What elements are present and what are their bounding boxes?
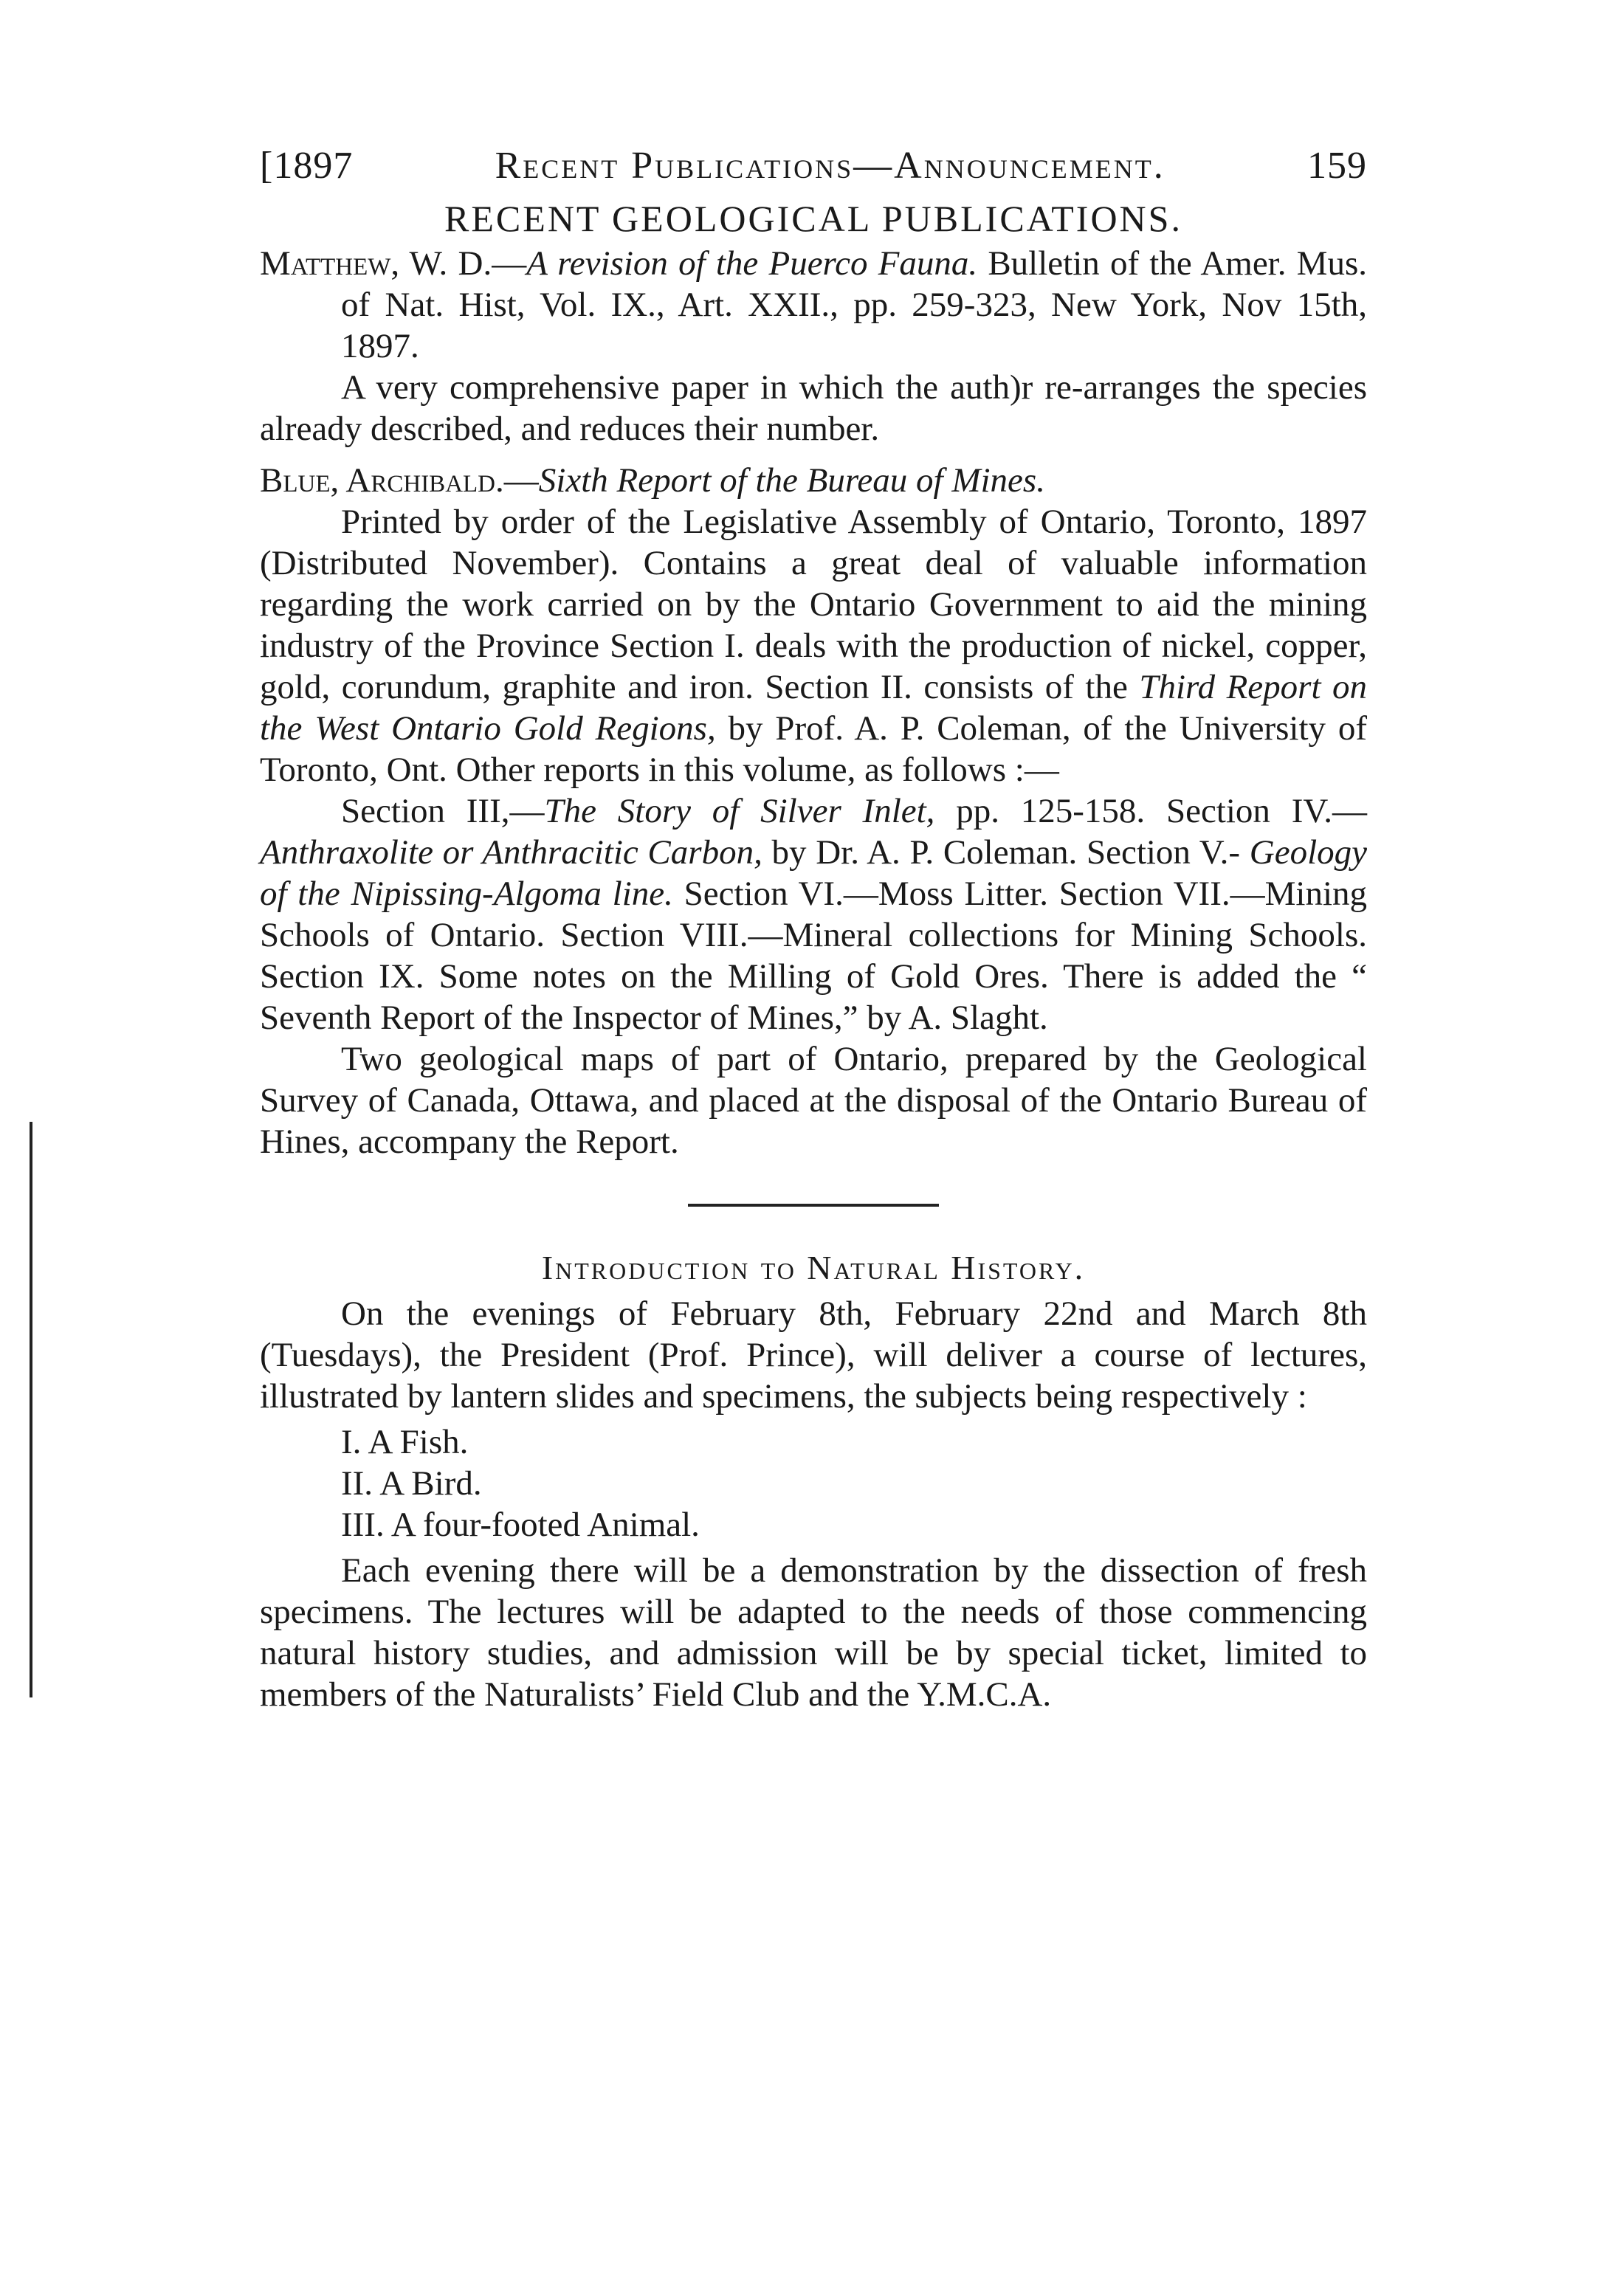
running-head-title: Recent Publications—Announcement. [495,145,1166,187]
entry-matthew [260,243,1367,367]
text-run: by Prof. A. P. Coleman, of the University of Toronto, Ont. Other reports in this volume, as follows :— [260,709,1367,789]
lecture-list [260,1421,1367,1545]
list-item: II. A Bird. [341,1464,482,1503]
entry-author: Matthew, W. D. [260,244,492,283]
italic-title: Geology of the Nipissing-Algoma line. [260,833,1367,913]
text-run: Section VI.—Moss Litter. Section VII.—Mining Schools of Ontario. Section VIII.—Mineral collections for Mining Schools. Section IX. Some notes on the Milling of Gold Ores. There is added the “ Seventh Report of the Inspector of Mines,” by A. Slaght. [260,875,1367,1037]
text-run: pp. 125-158. Section IV.— [934,792,1367,830]
page [260,144,1367,1715]
running-head-year: [1897 [260,145,354,187]
list-item: I. A Fish. [341,1423,469,1461]
section-title: RECENT GEOLOGICAL PUBLICATIONS. [444,198,1182,239]
entry-blue-description [260,501,1367,790]
entry-blue-maps: Two geological maps of part of Ontario, prepared by the Geological Survey of Canada, Ottawa, and placed at the disposal of the Ontario Bureau of Hines, accompany the Report. [260,1040,1367,1161]
intro-paragraph: On the evenings of February 8th, February 22nd and March 8th (Tuesdays), the President (Prof. Prince), will deliver a course of lectures, illustrated by lantern slides and specimens, the subjects being respectively : [260,1294,1367,1416]
entry-citation: Bulletin of the Amer. Mus. of Nat. Hist, Vol. IX., Art. XXII., pp. 259-323, New York, Nov 15th, 1897. [341,244,1368,365]
section-divider [688,1204,939,1207]
italic-title: Third Report on the West Ontario Gold Regions, [260,668,1367,748]
entry-dash: — [492,244,527,283]
text-run: by Dr. A. P. Coleman. Section V.- [762,833,1250,872]
entry-title: A revision of the Puerco Fauna. [526,244,978,283]
entry-title: Sixth Report of the Bureau of Mines. [538,461,1045,500]
list-item: III. A four-footed Animal. [341,1506,700,1544]
section-title-natural-history: Introduction to Natural History. [541,1249,1086,1286]
italic-title: Anthraxolite or Anthracitic Carbon, [260,833,762,872]
text-run: Printed by order of the Legislative Assembly of Ontario, Toronto, 1897 (Distributed November). Contains a great deal of valuable information regarding the work carried on by the Ontario Government to aid the mining industry of the Province Section I. deals with the production of nickel, copper, gold, corundum, graphite and iron. Section II. consists of the [260,503,1367,706]
closing-paragraph: Each evening there will be a demonstration by the dissection of fresh specimens. The lectures will be adapted to the needs of those commencing natural history studies, and admission will be by special ticket, limited to members of the Naturalists’ Field Club and the Y.M.C.A. [260,1551,1367,1714]
entry-dash: — [503,461,539,500]
italic-title: The Story of Silver Inlet, [544,792,935,830]
entry-blue-sections [260,790,1367,1038]
running-head [260,144,1367,196]
entry-author: Blue, Archibald. [260,461,504,500]
text-run: Section III,— [341,792,545,830]
page-number: 159 [1306,145,1367,187]
margin-bar [30,1122,32,1697]
entry-blue-head [260,460,1367,501]
entry-summary: A very comprehensive paper in which the auth)r re-arranges the species already described, and reduces their number. [260,368,1367,448]
